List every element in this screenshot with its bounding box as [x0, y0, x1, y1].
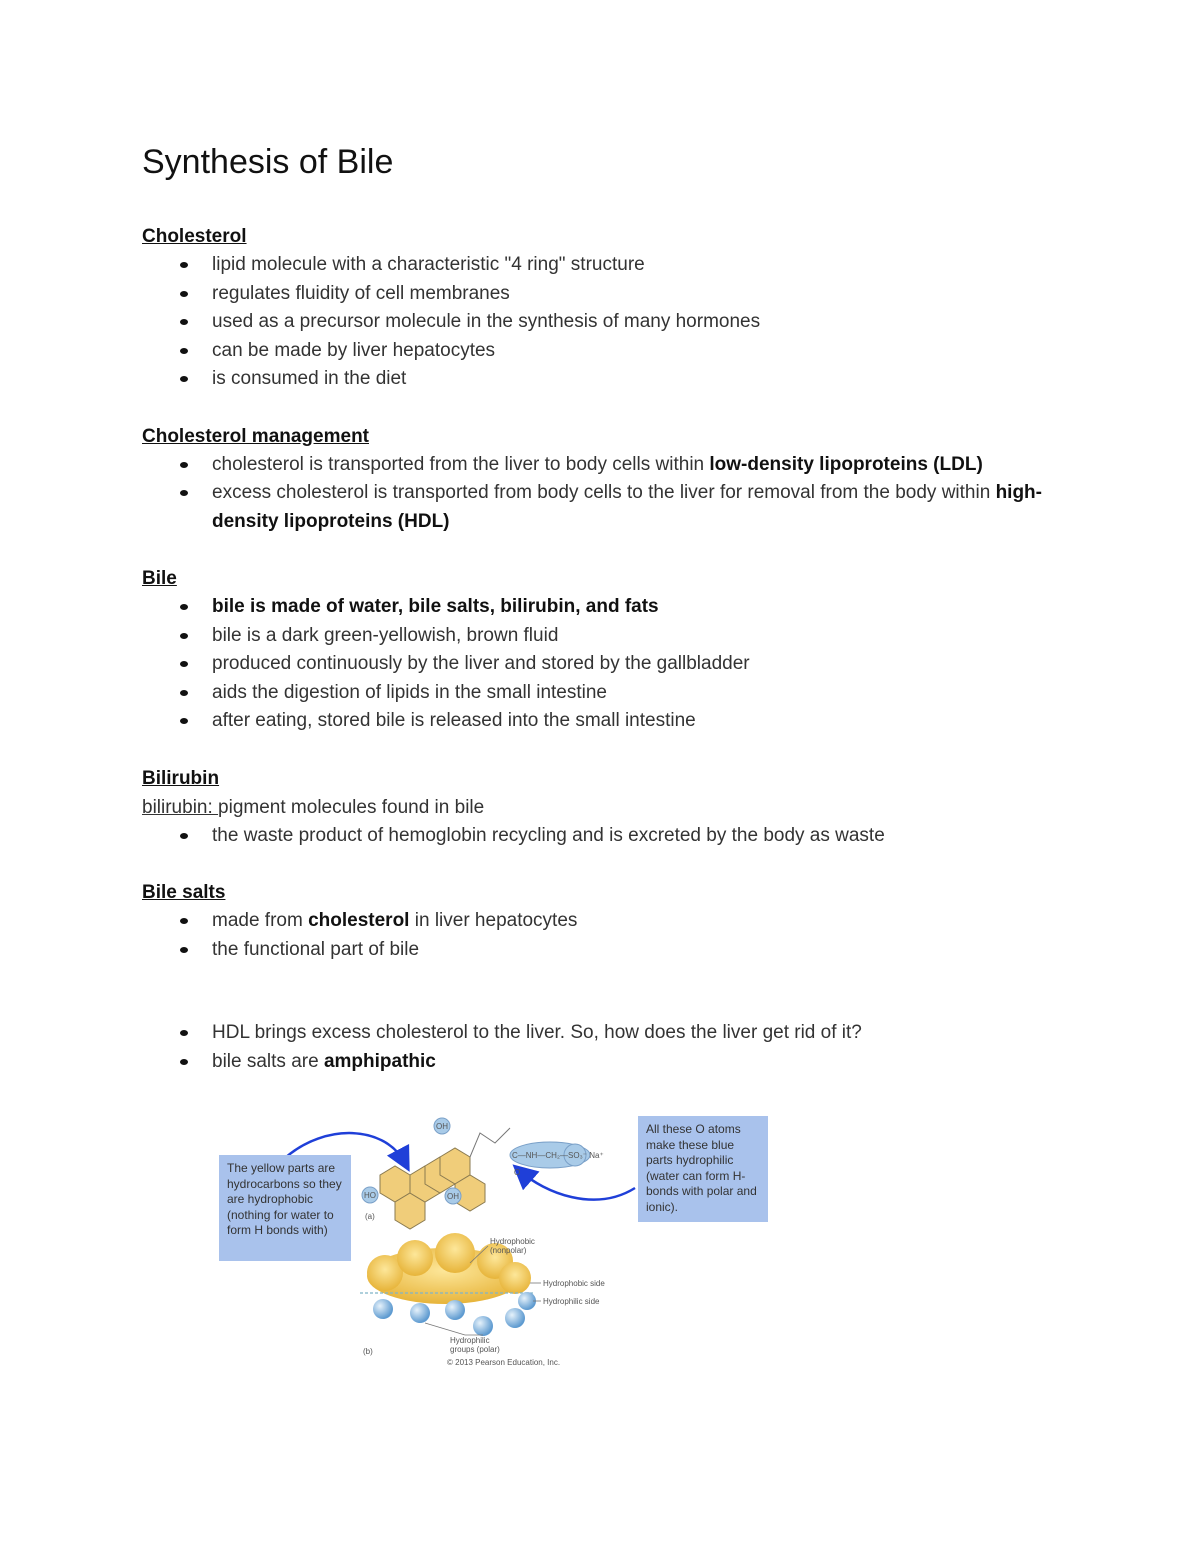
bile-list [142, 593, 1042, 736]
bile-salts-list-continued [142, 1019, 1042, 1076]
svg-text:(a): (a) [365, 1212, 375, 1221]
steroid-rings [380, 1148, 485, 1229]
list-item: lipid molecule with a characteristic "4 ring" structure [212, 251, 1042, 280]
svg-text:(nonpolar): (nonpolar) [490, 1246, 527, 1255]
list-item: excess cholesterol is transported from body cells to the liver for removal from the body within high-density lipoproteins (HDL) [212, 479, 1042, 536]
svg-text:Hydrophobic side: Hydrophobic side [543, 1279, 605, 1288]
list-item: bile is a dark green-yellowish, brown fluid [212, 622, 1042, 651]
svg-text:O: O [514, 1168, 521, 1177]
list-item: after eating, stored bile is released into the small intestine [212, 707, 1042, 736]
bilirubin-definition: bilirubin: pigment molecules found in bile [142, 796, 485, 818]
bilirubin-list [142, 822, 1042, 851]
list-item: aids the digestion of lipids in the small intestine [212, 679, 1042, 708]
list-item: made from cholesterol in liver hepatocytes [212, 907, 1042, 936]
page-title: Synthesis of Bile [142, 143, 394, 181]
cholesterol-list [142, 251, 1042, 394]
hydrophilic-callout: All these O atoms make these blue parts hydrophilic (water can form H-bonds with polar and ionic). [638, 1116, 768, 1222]
list-item: bile is made of water, bile salts, bilirubin, and fats [212, 593, 1042, 622]
document-page [142, 140, 1042, 1076]
bile-salt-figure [215, 1113, 775, 1375]
section-heading-bilirubin: Bilirubin [142, 767, 220, 789]
right-arrow [520, 1171, 635, 1200]
svg-text:Hydrophilic: Hydrophilic [450, 1336, 490, 1345]
list-item: cholesterol is transported from the liver to body cells within low-density lipoproteins (LDL) [212, 451, 1042, 480]
svg-text:OH: OH [447, 1192, 459, 1201]
list-item: the functional part of bile [212, 936, 1042, 965]
svg-text:C—NH—CH₂—SO₃⁻ Na⁺: C—NH—CH₂—SO₃⁻ Na⁺ [512, 1151, 604, 1160]
list-item: bile salts are amphipathic [212, 1048, 1042, 1077]
management-list [142, 451, 1042, 537]
list-item: regulates fluidity of cell membranes [212, 280, 1042, 309]
svg-text:OH: OH [436, 1122, 448, 1131]
list-item: HDL brings excess cholesterol to the liver. So, how does the liver get rid of it? [212, 1019, 1042, 1048]
section-heading-bile: Bile [142, 568, 177, 589]
svg-text:© 2013 Pearson Education, Inc.: © 2013 Pearson Education, Inc. [447, 1358, 561, 1367]
svg-text:Hydrophobic: Hydrophobic [490, 1237, 535, 1246]
svg-text:Hydrophilic side: Hydrophilic side [543, 1297, 600, 1306]
svg-text:(b): (b) [363, 1347, 373, 1356]
list-item: is consumed in the diet [212, 365, 1042, 394]
list-item: produced continuously by the liver and stored by the gallbladder [212, 650, 1042, 679]
section-heading-bile-salts: Bile salts [142, 882, 226, 903]
list-item: used as a precursor molecule in the synthesis of many hormones [212, 308, 1042, 337]
svg-text:HO: HO [364, 1191, 376, 1200]
section-heading-cholesterol-management: Cholesterol management [142, 425, 369, 447]
section-heading-cholesterol: Cholesterol [142, 226, 247, 247]
bile-salts-list [142, 907, 1042, 964]
list-item: can be made by liver hepatocytes [212, 337, 1042, 366]
hydrophobic-callout: The yellow parts are hydrocarbons so they are hydrophobic (nothing for water to form H bonds with) [219, 1155, 351, 1261]
svg-text:groups (polar): groups (polar) [450, 1345, 500, 1354]
list-item: the waste product of hemoglobin recycling and is excreted by the body as waste [212, 822, 1042, 851]
